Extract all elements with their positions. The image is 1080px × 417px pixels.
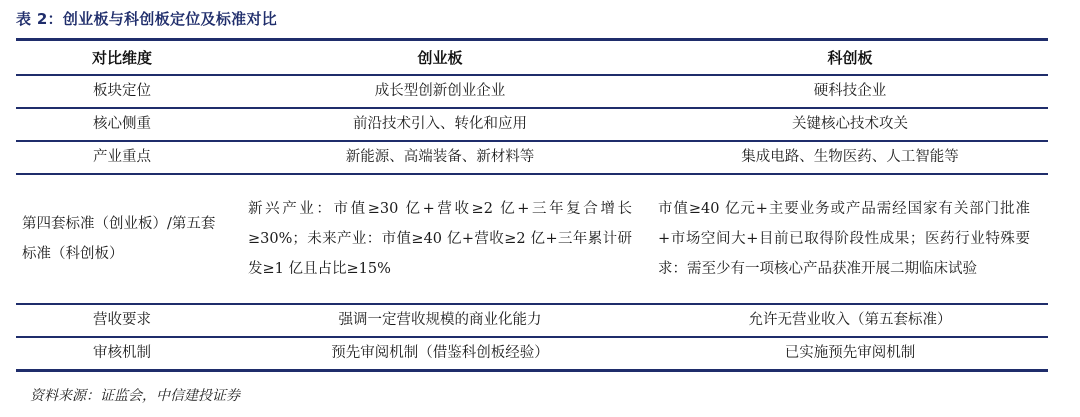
header-dimension: 对比维度 — [16, 40, 228, 76]
table-row — [16, 141, 1048, 174]
chinext-cell: 前沿技术引入、转化和应用 — [228, 108, 652, 141]
header-chinext: 创业板 — [228, 40, 652, 76]
header-star-market: 科创板 — [652, 40, 1048, 76]
chinext-cell: 强调一定营收规模的商业化能力 — [228, 304, 652, 337]
chinext-cell: 成长型创新创业企业 — [228, 75, 652, 108]
star-market-cell: 允许无营业收入（第五套标准） — [652, 304, 1048, 337]
header-row — [16, 40, 1048, 76]
chinext-cell: 新能源、高端装备、新材料等 — [228, 141, 652, 174]
table-row — [16, 75, 1048, 108]
star-market-cell: 已实施预先审阅机制 — [652, 337, 1048, 370]
row-label: 核心侧重 — [16, 108, 228, 141]
row-label: 第四套标准（创业板）/第五套标准（科创板） — [16, 174, 228, 304]
row-label: 板块定位 — [16, 75, 228, 108]
source-note: 资料来源：证监会，中信建投证券 — [30, 388, 240, 404]
star-market-cell: 硬科技企业 — [652, 75, 1048, 108]
table-row — [16, 337, 1048, 370]
comparison-table — [16, 38, 1048, 372]
table-title: 表 2：创业板与科创板定位及标准对比 — [16, 10, 278, 28]
table-row — [16, 108, 1048, 141]
row-label: 产业重点 — [16, 141, 228, 174]
star-market-cell: 集成电路、生物医药、人工智能等 — [652, 141, 1048, 174]
star-market-cell: 市值≥40 亿元+主要业务或产品需经国家有关部门批准+市场空间大+目前已取得阶段性成果；医药行业特殊要求：需至少有一项核心产品获准开展二期临床试验 — [652, 174, 1048, 304]
chinext-cell: 预先审阅机制（借鉴科创板经验） — [228, 337, 652, 370]
row-label: 审核机制 — [16, 337, 228, 370]
row-label: 营收要求 — [16, 304, 228, 337]
chinext-cell: 新兴产业：市值≥30 亿+营收≥2 亿+三年复合增长≥30%；未来产业：市值≥40 亿+营收≥2 亿+三年累计研发≥1 亿且占比≥15% — [228, 174, 652, 304]
star-market-cell: 关键核心技术攻关 — [652, 108, 1048, 141]
table-row — [16, 304, 1048, 337]
table-row — [16, 174, 1048, 304]
